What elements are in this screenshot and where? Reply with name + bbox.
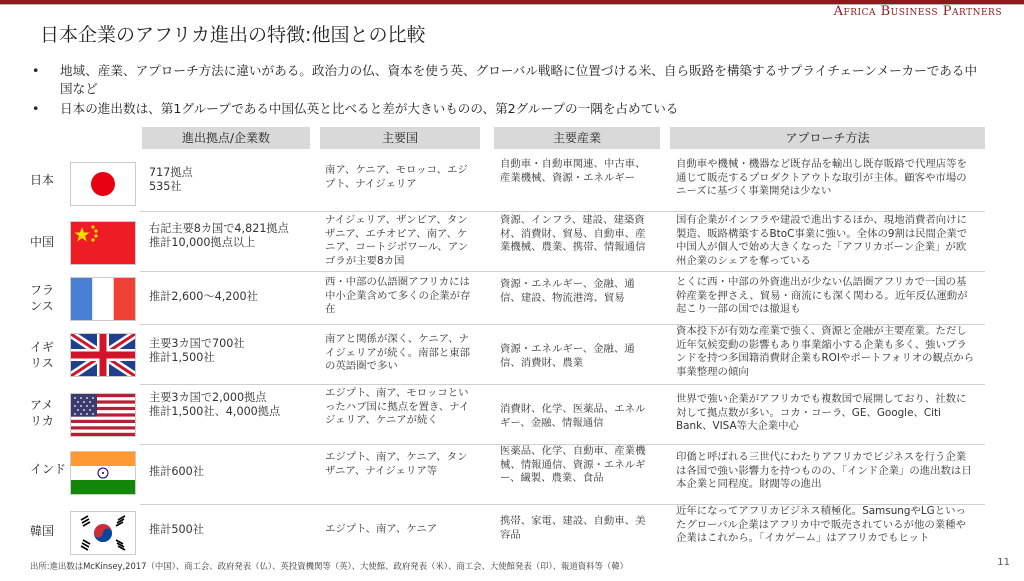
country-name: 日本 [30, 173, 55, 187]
industries-cell: 消費財、化学、医薬品、エネルギー、金融、情報通信 [500, 403, 646, 429]
approach-cell: 印僑と呼ばれる三世代にわたりアフリカでビジネスを行う企業は各国で強い影響力を持つものの、「インド企業」の進出数は日本企業と同程度。財閥等の進出 [676, 451, 972, 490]
nations-cell: エジプト、南ア、モロッコといったハブ国に拠点を置き、ナイジェリア、ケニアが続く [325, 387, 470, 426]
bullet-text: 地域、産業、アプローチ方法に違いがある。政治力の仏、資本を使う英、グローバル戦略に位置づける米、自ら販路を構築するサプライチェーンメーカーである中国など [60, 63, 978, 96]
source-note: 出所:進出数はMcKinsey,2017（中国）、商工会、政府発表（仏）、英投資機関等（英）、大使館、政府発表（米）、商工会、大使館発表（印）、報道資料等（韓） [30, 561, 628, 571]
country-name: 中国 [30, 235, 55, 249]
china-flag-icon [70, 221, 136, 265]
approach-cell: とくに西・中部の外資進出が少ない仏語圏アフリカで一国の基幹産業を押さえ、貿易・商流にも深く関わる。近年反仏運動が起こり一部の国では撤退も [676, 276, 968, 315]
page-number: 11 [997, 557, 1010, 568]
count-cell: 推計2,600～4,200社 [149, 290, 258, 303]
bullet-list [28, 62, 988, 120]
count-cell: 主要3カ国で2,000拠点 推計1,500社、4,000拠点 [149, 391, 281, 418]
count-cell: 主要3カ国で700社 推計1,500社 [149, 337, 245, 364]
count-cell: 右記主要8カ国で4,821拠点 推計10,000拠点以上 [149, 222, 289, 249]
nations-cell: エジプト、南ア、ケニア、タンザニア、ナイジェリア等 [325, 451, 468, 477]
approach-cell: 近年になってアフリカビジネス積極化。SamsungやLGといったグローバル企業はアフリカ中で販売されているが他の業種や企業はこれから。「イカゲーム」はアフリカでもヒット [676, 505, 966, 544]
usa-flag-icon [70, 393, 136, 437]
korea-flag-icon [70, 511, 136, 555]
bullet-text: 日本の進出数は、第1グループである中国仏英と比べると差が大きいものの、第2グループの一隅を占めている [60, 101, 679, 116]
bullet-marker: • [32, 63, 40, 78]
table-row [30, 385, 985, 445]
country-name: アメ リカ [30, 398, 54, 428]
header-count: 進出拠点/企業数 [142, 127, 310, 149]
table-row [30, 212, 985, 272]
country-name: イギ リス [30, 340, 55, 370]
table-row [30, 272, 985, 325]
nations-cell: 南ア、ケニア、モロッコ、エジプト、ナイジェリア [325, 164, 468, 190]
approach-cell: 世界で強い企業がアフリカでも複数国で展開しており、社数に対して拠点数が多い。コカ・コーラ、GE、Google、Citi Bank、VISA等大企業中心 [676, 393, 967, 432]
nations-cell: エジプト、南ア、ケニア [325, 523, 438, 535]
header-industries: 主要産業 [494, 127, 660, 149]
bullet-item [28, 62, 988, 98]
header-nations: 主要国 [320, 127, 480, 149]
india-flag-icon [70, 451, 136, 495]
uk-flag-icon [70, 333, 136, 377]
approach-cell: 資本投下が有効な産業で強く、資源と金融が主要産業。ただし近年気候変動の影響もあり事業縮小する企業も多く、強いブランドを持つ多国籍消費財企業もROIやポートフォリオの観点から事業整理の傾向 [676, 325, 975, 378]
country-name: 韓国 [30, 524, 55, 538]
table-row [30, 325, 985, 385]
france-flag-icon [70, 277, 136, 321]
count-cell: 717拠点 535社 [149, 166, 193, 193]
country-name: インド [30, 462, 67, 476]
slide-title: 日本企業のアフリカ進出の特徴:他国との比較 [40, 24, 426, 46]
table-row [30, 154, 985, 212]
count-cell: 推計600社 [149, 465, 204, 478]
industries-cell: 自動車・自動車関連、中古車、産業機械、資源・エネルギー [500, 158, 646, 184]
country-name: フラ ンス [30, 283, 55, 313]
table-row [30, 505, 985, 559]
japan-flag-icon [70, 162, 136, 206]
table-row [30, 445, 985, 505]
industries-cell: 資源・エネルギー、金融、通信、消費財、農業 [500, 343, 635, 369]
industries-cell: 携帯、家電、建設、自動車、美容品 [500, 515, 646, 541]
nations-cell: ナイジェリア、ザンビア、タンザニア、エチオピア、南ア、ケニア、コートジボワール、アンゴラが主要8カ国 [325, 214, 469, 267]
nations-cell: 南アと関係が深く、ケニア、ナイジェリアが続く。南部と東部の英語圏で多い [325, 333, 471, 372]
approach-cell: 国有企業がインフラや建設で進出するほか、現地消費者向けに製造、販路構築するBtoC事業に強い。全体の9割は民間企業で中国人が個人で始め大きくなった「アフリカボーン企業」が欧州企業のシェアを奪っている [676, 214, 968, 267]
company-logo: Africa Business Partners [833, 4, 1002, 19]
industries-cell: 資源、インフラ、建設、建築資材、消費財、貿易、自動車、産業機械、農業、携帯、情報通信 [500, 214, 646, 253]
approach-cell: 自動車や機械・機器など既存品を輸出し既存販路で代理店等を通じて販売するプロダクトアウトな取引が主体。顧客や市場のニーズに基づく事業開発は少ない [676, 158, 967, 197]
bullet-item [28, 100, 988, 118]
industries-cell: 資源・エネルギー、金融、通信、建設、物流港湾、貿易 [500, 278, 635, 304]
nations-cell: 西・中部の仏語圏アフリカには中小企業含めて多くの企業が存在 [325, 276, 471, 315]
count-cell: 推計500社 [149, 523, 204, 536]
industries-cell: 医薬品、化学、自動車、産業機械、情報通信、資源・エネルギー、繊製、農業、食品 [500, 445, 646, 484]
header-approach: アプローチ方法 [670, 127, 985, 149]
bullet-marker: • [32, 101, 40, 116]
